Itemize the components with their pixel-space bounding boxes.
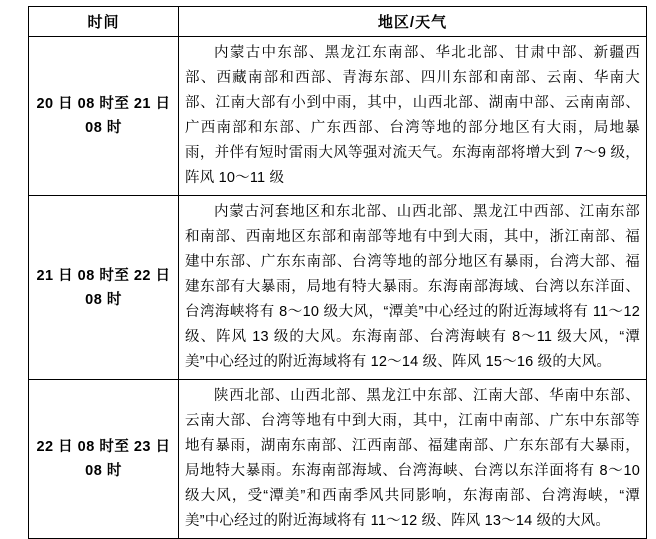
time-cell: 21 日 08 时至 22 日 08 时 <box>29 196 179 380</box>
column-header-time: 时间 <box>29 7 179 37</box>
content-paragraph: 内蒙古河套地区和东北部、山西北部、黑龙江中西部、江南东部和南部、西南地区东部和南部等地有中到大雨，其中，浙江南部、福建中东部、广东东南部、台湾等地的部分地区有暴雨，台湾大部、福建东部有大暴雨，局地有特大暴雨。东海南部海域、台湾以东洋面、台湾海峡将有 8～10 级大风，“潭美”中心经过的附近海域将有 11～12 级、阵风 13 级的大风。东海南部、台湾海峡有 8～11 级大风，“潭美”中心经过的附近海域将有 12～14 级、阵风 15～16 级的大风。 <box>185 204 640 370</box>
column-header-region-weather: 地区/天气 <box>179 7 647 37</box>
time-cell: 20 日 08 时至 21 日 08 时 <box>29 37 179 196</box>
table-body <box>29 37 647 539</box>
table-header <box>29 7 647 37</box>
content-cell <box>179 196 647 380</box>
content-cell <box>179 380 647 539</box>
table-row <box>29 380 647 539</box>
table-header-row <box>29 7 647 37</box>
weather-forecast-table <box>28 6 647 539</box>
time-cell: 22 日 08 时至 23 日 08 时 <box>29 380 179 539</box>
content-paragraph: 陕西北部、山西北部、黑龙江中东部、江南大部、华南中东部、云南大部、台湾等地有中到大雨，其中，江南中南部、广东中东部等地有暴雨，湖南东南部、江西南部、福建南部、广东东部有大暴雨，局地特大暴雨。东海南部海域、台湾海峡、台湾以东洋面将有 8～10 级大风，受“潭美”和西南季风共同影响，东海南部、台湾海峡，“潭美”中心经过的附近海域将有 11～12 级、阵风 13～14 级的大风。 <box>185 388 640 529</box>
content-cell <box>179 37 647 196</box>
table-row <box>29 37 647 196</box>
table-row <box>29 196 647 380</box>
content-paragraph: 内蒙古中东部、黑龙江东南部、华北北部、甘肃中部、新疆西部、西藏南部和西部、青海东部、四川东部和南部、云南、华南大部、江南大部有小到中雨，其中，山西北部、湖南中部、云南南部、广西南部和东部、广东西部、台湾等地的部分地区有大雨，局地暴雨，并伴有短时雷雨大风等强对流天气。东海南部将增大到 7～9 级，阵风 10～11 级 <box>185 45 640 186</box>
